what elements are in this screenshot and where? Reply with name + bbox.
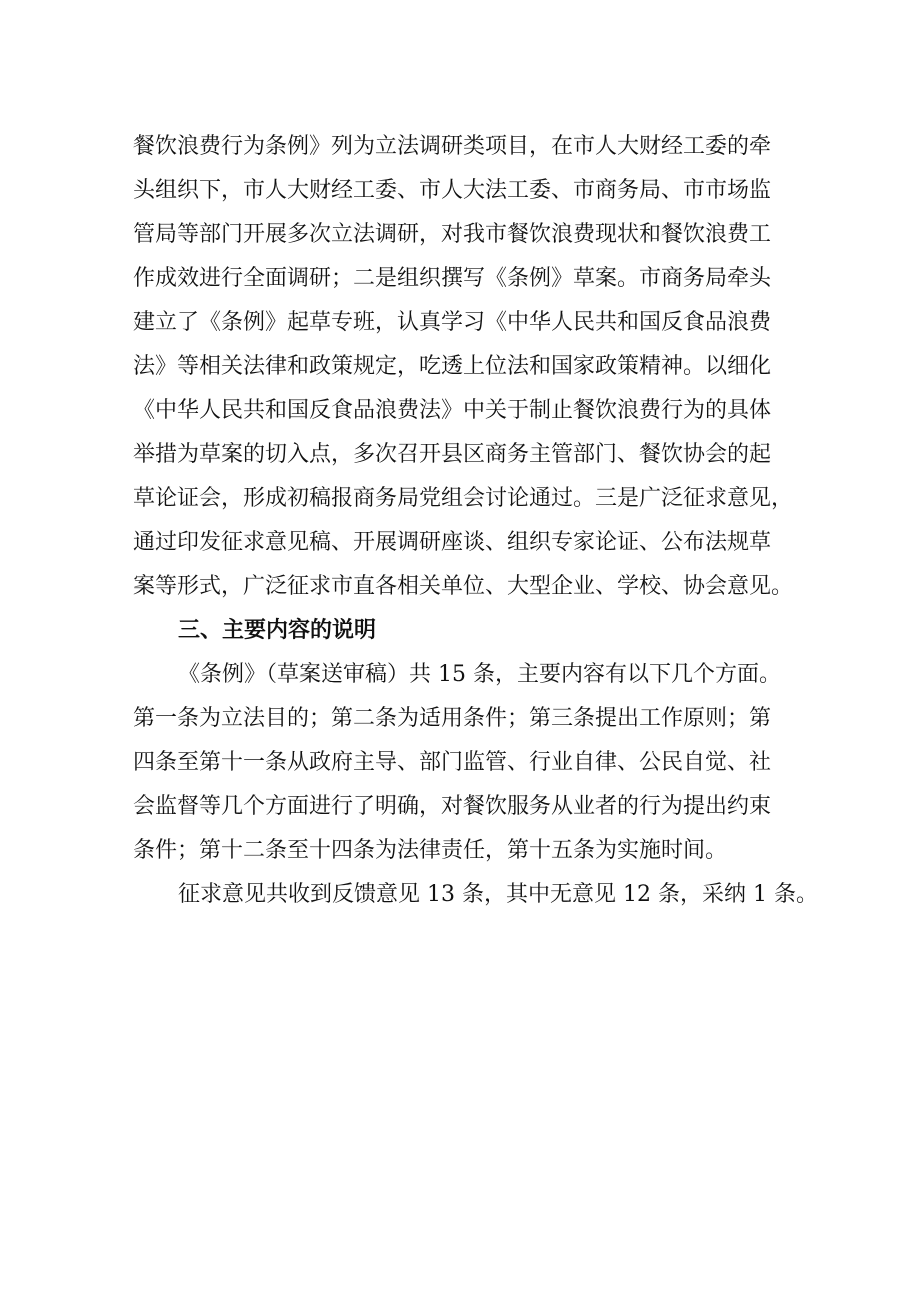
- section-heading: 三、主要内容的说明: [178, 618, 377, 643]
- paragraph-line: 作成效进行全面调研；二是组织撰写《条例》草案。市商务局牵头: [133, 266, 772, 291]
- paragraph-line: 举措为草案的切入点，多次召开县区商务主管部门、餐饮协会的起: [133, 442, 772, 467]
- paragraph-line: 第一条为立法目的；第二条为适用条件；第三条提出工作原则；第: [133, 706, 772, 731]
- paragraph-line: 征求意见共收到反馈意见 13 条，其中无意见 12 条，采纳 1 条。: [178, 882, 818, 907]
- paragraph-line: 餐饮浪费行为条例》列为立法调研类项目，在市人大财经工委的牵: [133, 134, 772, 159]
- paragraph-line: 草论证会，形成初稿报商务局党组会讨论通过。三是广泛征求意见，: [133, 486, 794, 511]
- paragraph-line: 建立了《条例》起草专班，认真学习《中华人民共和国反食品浪费: [133, 310, 772, 335]
- paragraph-line: 《中华人民共和国反食品浪费法》中关于制止餐饮浪费行为的具体: [133, 398, 772, 423]
- paragraph-line: 会监督等几个方面进行了明确，对餐饮服务从业者的行为提出约束: [133, 794, 772, 819]
- paragraph-line: 四条至第十一条从政府主导、部门监管、行业自律、公民自觉、社: [133, 750, 772, 775]
- paragraph-line: 条件；第十二条至十四条为法律责任，第十五条为实施时间。: [133, 838, 728, 863]
- paragraph-line: 《条例》（草案送审稿）共 15 条，主要内容有以下几个方面。: [178, 662, 781, 687]
- paragraph-line: 管局等部门开展多次立法调研，对我市餐饮浪费现状和餐饮浪费工: [133, 222, 772, 247]
- paragraph-line: 法》等相关法律和政策规定，吃透上位法和国家政策精神。以细化: [133, 354, 772, 379]
- paragraph-line: 头组织下，市人大财经工委、市人大法工委、市商务局、市市场监: [133, 178, 772, 203]
- paragraph-line: 案等形式，广泛征求市直各相关单位、大型企业、学校、协会意见。: [133, 574, 794, 599]
- paragraph-line: 通过印发征求意见稿、开展调研座谈、组织专家论证、公布法规草: [133, 530, 772, 555]
